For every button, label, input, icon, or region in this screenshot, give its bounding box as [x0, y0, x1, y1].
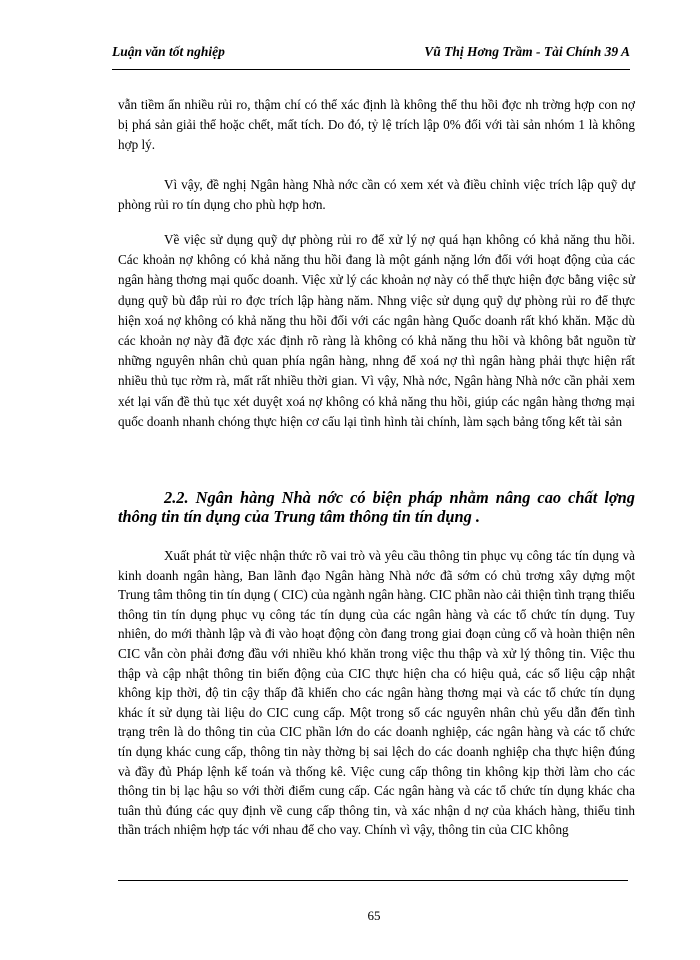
paragraph-bad-debt [118, 230, 635, 432]
page-header [112, 44, 630, 60]
paragraph-recommendation [118, 175, 635, 215]
page-number: 65 [367, 908, 381, 923]
paragraph-text: Vì vậy, đề nghị Ngân hàng Nhà nớc cần có xem xét và điều chỉnh việc trích lập quỹ dự phòng rủi ro tín dụng cho phù hợp hơn. [118, 177, 635, 213]
paragraph-cic [118, 546, 635, 840]
header-divider [112, 69, 630, 70]
footer-divider [118, 880, 628, 881]
paragraph-text: vẫn tiềm ẩn nhiều rủi ro, thậm chí có thể xác định là không thể thu hồi đợc nh trờng hợp con nợ bị phá sản giải thể hoặc chết, mất tích. Do đó, tỷ lệ trích lập 0% đối với tài sản nhóm 1 là không hợp lý. [118, 97, 635, 153]
section-heading: 2.2. Ngân hàng Nhà nớc có biện pháp nhằm nâng cao chất lợng thông tin tín dụng của Trung tâm thông tin tín dụng . [118, 488, 635, 526]
header-thesis-title: Luận văn tốt nghiệp [112, 44, 225, 59]
paragraph-continued [118, 95, 635, 156]
paragraph-text: Về việc sử dụng quỹ dự phòng rủi ro để xử lý nợ quá hạn không có khả năng thu hồi. Các khoản nợ không có khả năng thu hồi đang là một gánh nặng lớn đối với hoạt động của các ngân hàng thơng mại quốc doanh. Việc xử lý các khoản nợ này có thể thực hiện đợc bằng việc sử dụng quỹ bù đắp rủi ro đợc trích lập hàng năm. Nhng việc sử dụng quỹ dự phòng rủi ro để thực hiện xoá nợ không có khả năng thu hồi đối với các ngân hàng Quốc doanh rất khó khăn. Mặc dù các khoản nợ này đã đợc xác định rõ ràng là không có khả năng thu hồi và không bắt nguồn từ những nguyên nhân chủ quan phía ngân hàng, nhng để xoá nợ thì ngân hàng phải thực hiện rất nhiều thủ tục rờm rà, mất rất nhiều thời gian. Vì vậy, Nhà nớc, Ngân hàng Nhà nớc cần phải xem xét lại vấn đề thủ tục xét duyệt xoá nợ không có khả năng thu hồi, giúp các ngân hàng thơng mại quốc doanh nhanh chóng thực hiện cơ cấu lại tình hình tài chính, làm sạch bảng tổng kết tài sản [118, 232, 635, 429]
paragraph-text: Xuất phát từ việc nhận thức rõ vai trò và yêu cầu thông tin phục vụ công tác tín dụng và kinh doanh ngân hàng, Ban lãnh đạo Ngân hàng Nhà nớc đã sớm có chủ trơng xây dựng một Trung tâm thông tin tín dụng ( CIC) của ngành ngân hàng. CIC phần nào cải thiện tình trạng thiếu thông tin tín dụng phục vụ công tác tín dụng của các ngân hàng và các tổ chức tín dụng. Tuy nhiên, do mới thành lập và đi vào hoạt động còn đang trong giai đoạn củng cố và hoàn thiện nên CIC vẫn còn phải đơng đầu với nhiều khó khăn trong việc thu thập và xử lý thông tin. Việc thu thập và cập nhật thông tin biến động của CIC thực hiện cha có hiệu quả, các số liệu cập nhật không kịp thời, độ tin cậy thấp đã khiến cho các ngân hàng thơng mại và các tổ chức tín dụng khác ít sử dụng tài liệu do CIC cung cấp. Một trong số các nguyên nhân chủ yếu dẫn đến tình trạng trên là do thông tin của CIC phần lớn do các doanh nghiệp, các ngân hàng và các tổ chức tín dụng khác cung cấp, thông tin này thờng bị sai lệch do các doanh nghiệp cha thực hiện đúng và đầy đủ Pháp lệnh kế toán và thống kê. Việc cung cấp thông tin không kịp thời làm cho các thông tin bị lạc hậu so với thời điểm cung cấp. Các ngân hàng và các tổ chức tín dụng khác cha tuân thủ đúng các quy định về cung cấp thông tin, và xác nhận d nợ của khách hàng, thiếu tinh thần trách nhiệm hợp tác với nhau để cho vay. Chính vì vậy, thông tin của CIC không [118, 548, 635, 838]
header-author: Vũ Thị Hơng Trầm - Tài Chính 39 A [424, 44, 630, 59]
